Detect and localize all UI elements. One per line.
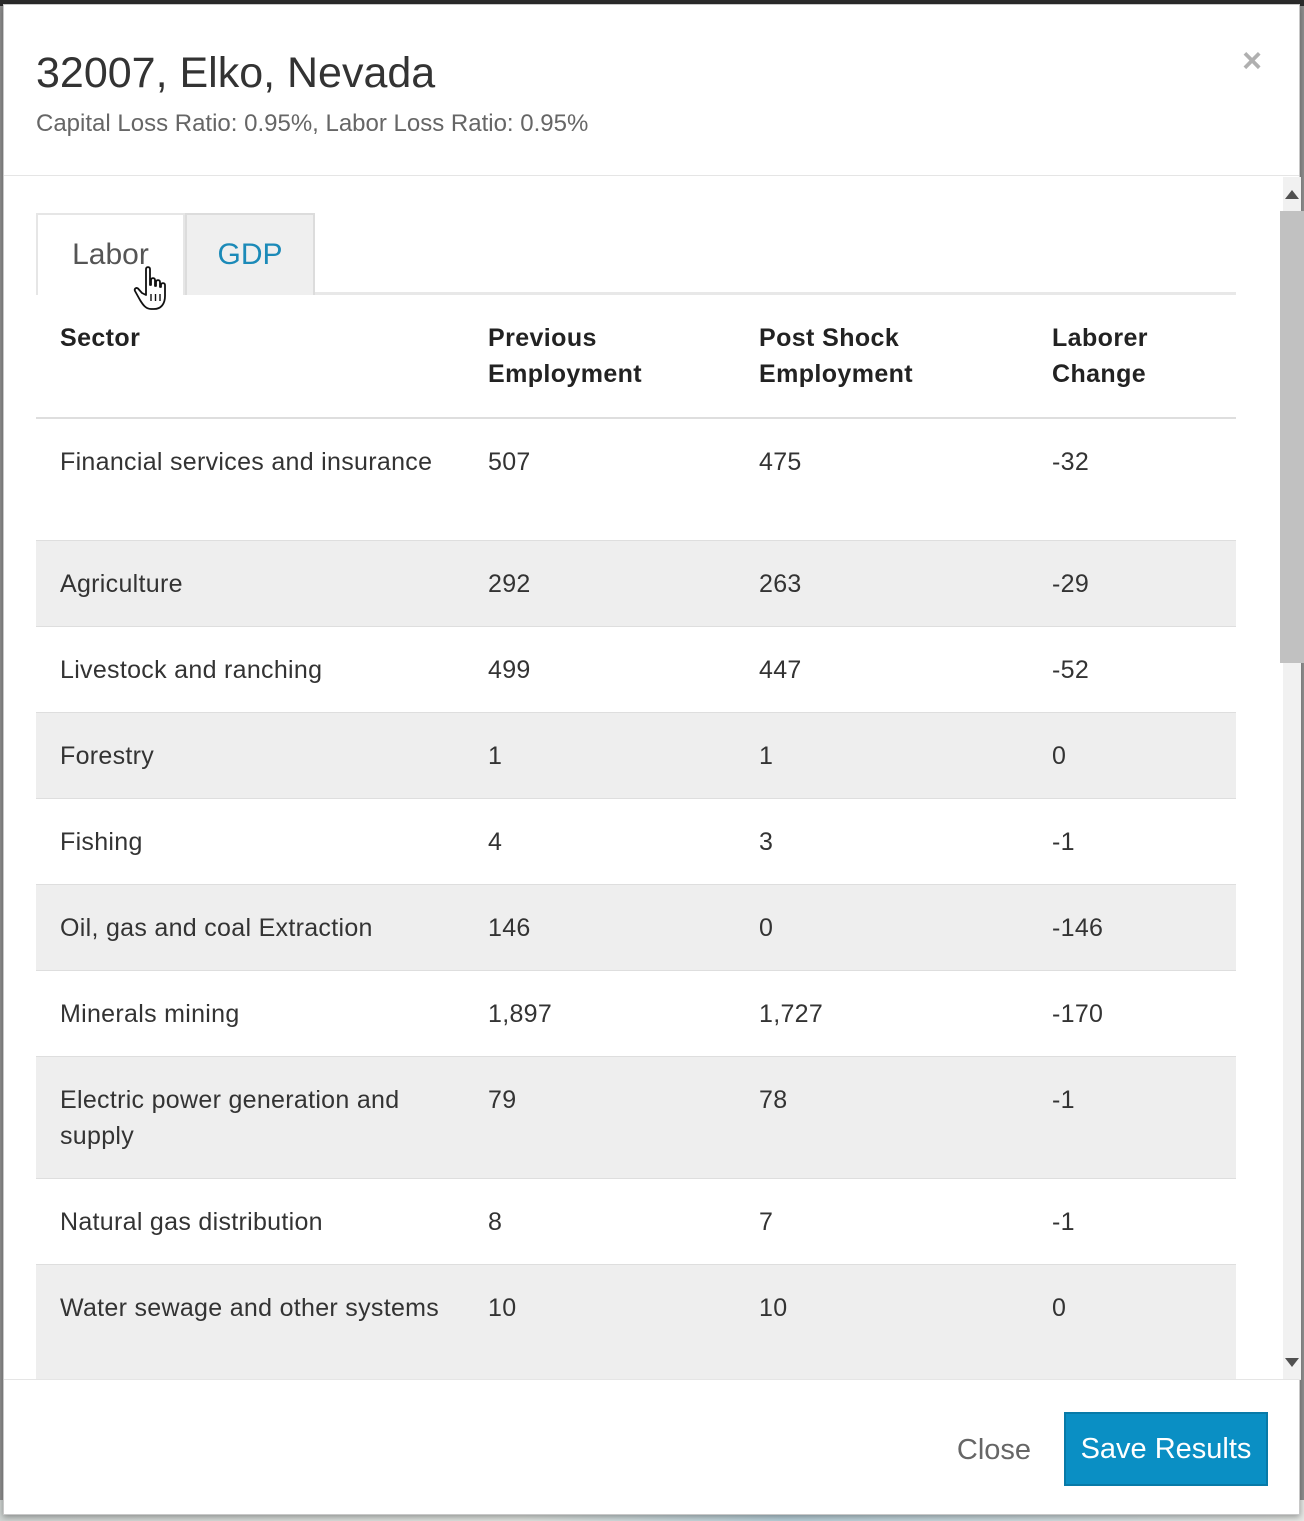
table-header (36, 297, 1236, 419)
cell-change: 0 (1052, 742, 1067, 770)
modal-body (4, 177, 1283, 1379)
cell-previous: 292 (488, 570, 531, 598)
cell-previous: 1 (488, 742, 503, 770)
labor-table (36, 297, 1236, 1379)
cell-post: 7 (759, 1208, 774, 1236)
cell-sector: Financial services and insurance (60, 448, 433, 476)
cell-change: -29 (1052, 570, 1090, 598)
cell-previous: 8 (488, 1208, 503, 1236)
header-previous-employment: Previous Employment (488, 324, 643, 388)
cell-post: 78 (759, 1086, 788, 1114)
header-laborer-change: Laborer Change (1052, 324, 1148, 388)
cell-previous: 1,897 (488, 1000, 553, 1028)
cell-sector: Electric power generation and supply (60, 1086, 400, 1150)
tab-gdp[interactable]: GDP (185, 213, 315, 295)
table-row (36, 419, 1236, 541)
table-row (36, 627, 1236, 713)
modal-header (4, 5, 1299, 176)
cell-change: 0 (1052, 1294, 1067, 1322)
cell-change: -32 (1052, 448, 1090, 476)
cell-change: -170 (1052, 1000, 1104, 1028)
cell-previous: 4 (488, 828, 503, 856)
table-row (36, 1057, 1236, 1179)
scroll-down-arrow-icon[interactable] (1283, 1353, 1301, 1371)
table-row (36, 1265, 1236, 1379)
cell-previous: 146 (488, 914, 531, 942)
cell-sector: Minerals mining (60, 1000, 240, 1028)
close-icon[interactable]: × (1242, 42, 1262, 80)
cell-sector: Oil, gas and coal Extraction (60, 914, 373, 942)
cell-sector: Agriculture (60, 570, 183, 598)
cell-sector: Forestry (60, 742, 155, 770)
cell-post: 10 (759, 1294, 788, 1322)
cell-post: 475 (759, 448, 802, 476)
save-results-button[interactable]: Save Results (1064, 1412, 1268, 1486)
cell-sector: Livestock and ranching (60, 656, 323, 684)
scrollbar-thumb[interactable] (1280, 211, 1304, 663)
table-row (36, 971, 1236, 1057)
cell-post: 1 (759, 742, 774, 770)
table-row (36, 799, 1236, 885)
cell-post: 263 (759, 570, 802, 598)
cell-post: 0 (759, 914, 774, 942)
cell-post: 447 (759, 656, 802, 684)
cell-change: -1 (1052, 1086, 1075, 1114)
table-row (36, 541, 1236, 627)
modal-scrollbar[interactable] (1283, 177, 1301, 1379)
cell-previous: 79 (488, 1086, 517, 1114)
table-row (36, 1179, 1236, 1265)
tab-labor[interactable]: Labor (36, 213, 185, 295)
cell-post: 3 (759, 828, 774, 856)
cell-sector: Natural gas distribution (60, 1208, 323, 1236)
cell-previous: 10 (488, 1294, 517, 1322)
cell-previous: 507 (488, 448, 531, 476)
modal-footer (4, 1379, 1301, 1516)
cell-change: -1 (1052, 828, 1075, 856)
cell-post: 1,727 (759, 1000, 824, 1028)
cell-previous: 499 (488, 656, 531, 684)
cell-change: -146 (1052, 914, 1104, 942)
scroll-up-arrow-icon[interactable] (1283, 185, 1301, 203)
cell-change: -1 (1052, 1208, 1075, 1236)
tab-bar (36, 213, 1236, 295)
table-row (36, 713, 1236, 799)
cell-sector: Water sewage and other systems (60, 1294, 440, 1322)
table-row (36, 885, 1236, 971)
cell-sector: Fishing (60, 828, 143, 856)
cell-change: -52 (1052, 656, 1090, 684)
results-modal (3, 4, 1300, 1515)
header-post-shock-employment: Post Shock Employment (759, 324, 914, 388)
close-button[interactable]: Close (956, 1434, 1032, 1466)
modal-subtitle: Capital Loss Ratio: 0.95%, Labor Loss Ratio: 0.95% (36, 110, 589, 137)
modal-title: 32007, Elko, Nevada (36, 49, 436, 97)
header-sector: Sector (60, 324, 141, 352)
